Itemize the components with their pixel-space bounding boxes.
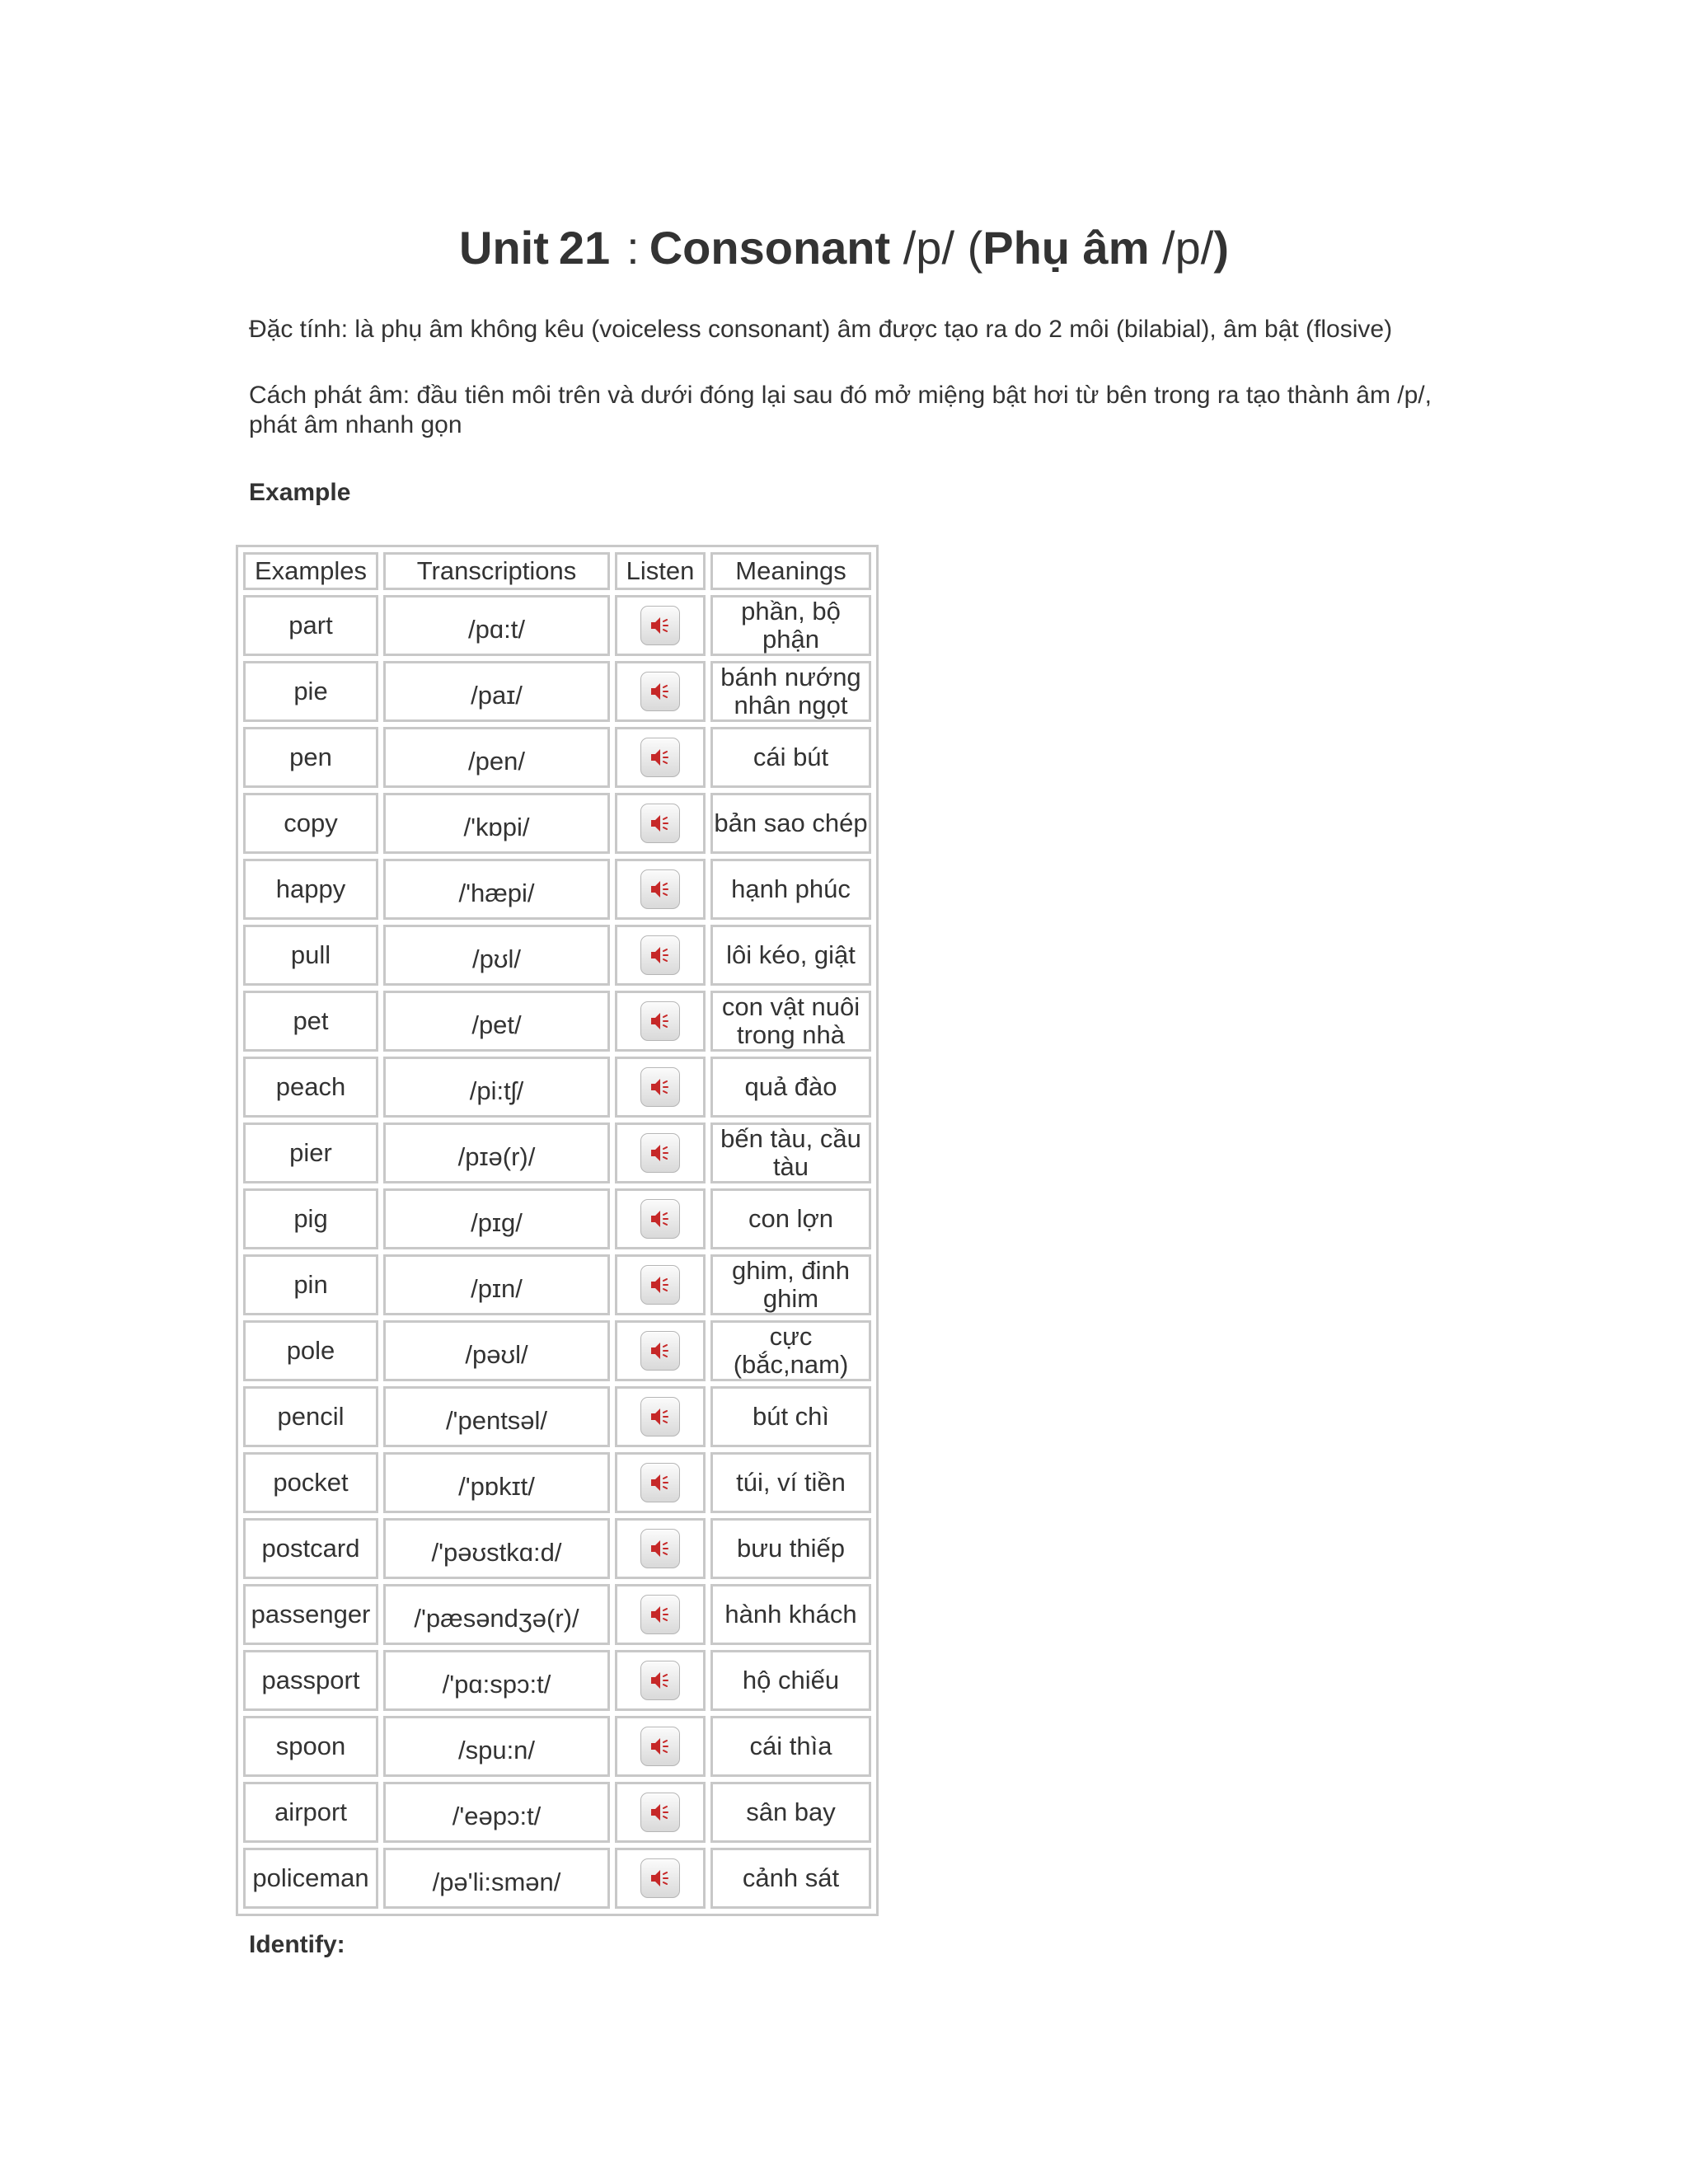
listen-cell xyxy=(615,1848,706,1909)
table-row xyxy=(243,1188,871,1249)
listen-button[interactable] xyxy=(640,1661,680,1700)
listen-button[interactable] xyxy=(640,1529,680,1568)
pronunciation-paragraph: Cách phát âm: đầu tiên môi trên và dưới đóng lại sau đó mở miệng bật hơi từ bên trong ra tạo thành âm /p/, phát âm nhanh gọn xyxy=(249,382,1432,438)
transcription: /pʊl/ xyxy=(383,925,610,986)
transcription: /paɪ/ xyxy=(383,661,610,722)
examples-table xyxy=(236,545,879,1916)
table-row xyxy=(243,793,871,854)
meaning: bút chì xyxy=(710,1386,871,1447)
example-word: pie xyxy=(243,661,378,722)
transcription: /'pentsəl/ xyxy=(383,1386,610,1447)
listen-cell xyxy=(615,925,706,986)
table-row xyxy=(243,661,871,722)
table-row xyxy=(243,1518,871,1579)
example-word: pet xyxy=(243,991,378,1052)
speaker-icon xyxy=(649,944,672,967)
speaker-icon xyxy=(649,1339,672,1362)
speaker-icon xyxy=(649,878,672,901)
table-header-row xyxy=(243,552,871,590)
listen-cell xyxy=(615,793,706,854)
table-row xyxy=(243,1057,871,1118)
speaker-icon xyxy=(649,1801,672,1824)
example-heading: Example xyxy=(249,479,351,506)
meaning: con lợn xyxy=(710,1188,871,1249)
meaning: cực (bắc,nam) xyxy=(710,1320,871,1381)
transcription: /'pɑ:spɔ:t/ xyxy=(383,1650,610,1711)
speaker-icon xyxy=(649,1537,672,1560)
transcription: /pɪə(r)/ xyxy=(383,1122,610,1183)
transcription: /pɪg/ xyxy=(383,1188,610,1249)
example-word: pier xyxy=(243,1122,378,1183)
listen-cell xyxy=(615,1584,706,1645)
title-slash-open: / xyxy=(903,222,917,274)
transcription: /'kɒpi/ xyxy=(383,793,610,854)
meaning: bản sao chép xyxy=(710,793,871,854)
listen-cell xyxy=(615,1320,706,1381)
title-colon: : xyxy=(626,222,640,274)
listen-button[interactable] xyxy=(640,1595,680,1634)
example-word: policeman xyxy=(243,1848,378,1909)
meaning: cái bút xyxy=(710,727,871,788)
transcription: /'pəʊstkɑ:d/ xyxy=(383,1518,610,1579)
example-word: pin xyxy=(243,1254,378,1315)
example-word: part xyxy=(243,595,378,656)
listen-cell xyxy=(615,1122,706,1183)
table-row xyxy=(243,727,871,788)
speaker-icon xyxy=(649,680,672,703)
example-word: spoon xyxy=(243,1716,378,1777)
speaker-icon xyxy=(649,1010,672,1033)
features-paragraph: Đặc tính: là phụ âm không kêu (voiceless consonant) âm được tạo ra do 2 môi (bilabial), âm bật (flosive) xyxy=(249,316,1393,343)
meaning: cái thìa xyxy=(710,1716,871,1777)
transcription: /pi:tʃ/ xyxy=(383,1057,610,1118)
listen-button[interactable] xyxy=(640,1858,680,1898)
title-vn-slash-close: / xyxy=(1200,222,1214,274)
header-transcriptions: Transcriptions xyxy=(383,552,610,590)
listen-cell xyxy=(615,1254,706,1315)
speaker-icon xyxy=(649,1141,672,1165)
listen-button[interactable] xyxy=(640,1793,680,1832)
meaning: bánh nướng nhân ngọt xyxy=(710,661,871,722)
table-row xyxy=(243,595,871,656)
meaning: túi, ví tiền xyxy=(710,1452,871,1513)
title-unit-label: Unit xyxy=(459,222,549,274)
listen-button[interactable] xyxy=(640,804,680,843)
title-consonant-label: Consonant xyxy=(649,222,891,274)
speaker-icon xyxy=(649,614,672,637)
example-word: airport xyxy=(243,1782,378,1843)
table-row xyxy=(243,1386,871,1447)
transcription: /pet/ xyxy=(383,991,610,1052)
listen-cell xyxy=(615,1452,706,1513)
example-word: pocket xyxy=(243,1452,378,1513)
listen-button[interactable] xyxy=(640,935,680,975)
title-vn-slash-open: / xyxy=(1162,222,1175,274)
meaning: lôi kéo, giật xyxy=(710,925,871,986)
transcription: /pɪn/ xyxy=(383,1254,610,1315)
table-row xyxy=(243,859,871,920)
speaker-icon xyxy=(649,1405,672,1428)
meaning: bưu thiếp xyxy=(710,1518,871,1579)
title-phoneme: p xyxy=(916,222,942,274)
listen-cell xyxy=(615,1386,706,1447)
table-row xyxy=(243,1122,871,1183)
listen-cell xyxy=(615,1716,706,1777)
transcription: /'eəpɔ:t/ xyxy=(383,1782,610,1843)
example-word: pen xyxy=(243,727,378,788)
listen-button[interactable] xyxy=(640,1397,680,1436)
title-vn-label: Phụ âm xyxy=(982,222,1150,274)
table-row xyxy=(243,1848,871,1909)
title-unit-number: 21 xyxy=(558,222,611,274)
listen-button[interactable] xyxy=(640,1463,680,1502)
title-paren-open: ( xyxy=(967,222,983,274)
listen-button[interactable] xyxy=(640,672,680,711)
example-word: postcard xyxy=(243,1518,378,1579)
table-row xyxy=(243,925,871,986)
listen-cell xyxy=(615,991,706,1052)
listen-button[interactable] xyxy=(640,738,680,777)
listen-cell xyxy=(615,1188,706,1249)
table-row xyxy=(243,1254,871,1315)
speaker-icon xyxy=(649,1076,672,1099)
transcription: /'hæpi/ xyxy=(383,859,610,920)
speaker-icon xyxy=(649,1207,672,1230)
identify-heading: Identify: xyxy=(249,1931,345,1958)
speaker-icon xyxy=(649,1867,672,1890)
meaning: con vật nuôi trong nhà xyxy=(710,991,871,1052)
example-word: pull xyxy=(243,925,378,986)
speaker-icon xyxy=(649,1273,672,1296)
speaker-icon xyxy=(649,746,672,769)
meaning: quả đào xyxy=(710,1057,871,1118)
example-word: passport xyxy=(243,1650,378,1711)
transcription: /'pæsəndʒə(r)/ xyxy=(383,1584,610,1645)
table-row xyxy=(243,1716,871,1777)
transcription: /spu:n/ xyxy=(383,1716,610,1777)
meaning: hạnh phúc xyxy=(710,859,871,920)
meaning: phần, bộ phận xyxy=(710,595,871,656)
header-meanings: Meanings xyxy=(710,552,871,590)
table-row xyxy=(243,1650,871,1711)
listen-button[interactable] xyxy=(640,1001,680,1041)
listen-cell xyxy=(615,661,706,722)
example-word: happy xyxy=(243,859,378,920)
meaning: hành khách xyxy=(710,1584,871,1645)
example-word: peach xyxy=(243,1057,378,1118)
listen-button[interactable] xyxy=(640,1199,680,1239)
listen-button[interactable] xyxy=(640,606,680,645)
example-word: pig xyxy=(243,1188,378,1249)
example-word: passenger xyxy=(243,1584,378,1645)
title-vn-phoneme: p xyxy=(1175,222,1201,274)
speaker-icon xyxy=(649,1735,672,1758)
listen-cell xyxy=(615,1518,706,1579)
title-paren-close: ) xyxy=(1213,222,1229,274)
table-row xyxy=(243,991,871,1052)
meaning: cảnh sát xyxy=(710,1848,871,1909)
listen-cell xyxy=(615,1782,706,1843)
title-slash-close: / xyxy=(941,222,954,274)
listen-button[interactable] xyxy=(640,869,680,909)
table-row xyxy=(243,1320,871,1381)
table-row xyxy=(243,1782,871,1843)
example-word: copy xyxy=(243,793,378,854)
page-title xyxy=(0,216,1688,280)
listen-cell xyxy=(615,727,706,788)
header-listen: Listen xyxy=(615,552,706,590)
listen-cell xyxy=(615,1057,706,1118)
speaker-icon xyxy=(649,1603,672,1626)
listen-cell xyxy=(615,859,706,920)
meaning: bến tàu, cầu tàu xyxy=(710,1122,871,1183)
example-word: pencil xyxy=(243,1386,378,1447)
speaker-icon xyxy=(649,1669,672,1692)
meaning: hộ chiếu xyxy=(710,1650,871,1711)
listen-button[interactable] xyxy=(640,1331,680,1371)
listen-cell xyxy=(615,1650,706,1711)
transcription: /pɑ:t/ xyxy=(383,595,610,656)
listen-button[interactable] xyxy=(640,1133,680,1173)
transcription: /'pɒkɪt/ xyxy=(383,1452,610,1513)
table-row xyxy=(243,1584,871,1645)
header-examples: Examples xyxy=(243,552,378,590)
listen-button[interactable] xyxy=(640,1265,680,1305)
table-row xyxy=(243,1452,871,1513)
meaning: sân bay xyxy=(710,1782,871,1843)
listen-cell xyxy=(615,595,706,656)
listen-button[interactable] xyxy=(640,1067,680,1107)
transcription: /pen/ xyxy=(383,727,610,788)
meaning: ghim, đinh ghim xyxy=(710,1254,871,1315)
speaker-icon xyxy=(649,1471,672,1494)
transcription: /pə'li:smən/ xyxy=(383,1848,610,1909)
example-word: pole xyxy=(243,1320,378,1381)
speaker-icon xyxy=(649,812,672,835)
transcription: /pəʊl/ xyxy=(383,1320,610,1381)
listen-button[interactable] xyxy=(640,1727,680,1766)
